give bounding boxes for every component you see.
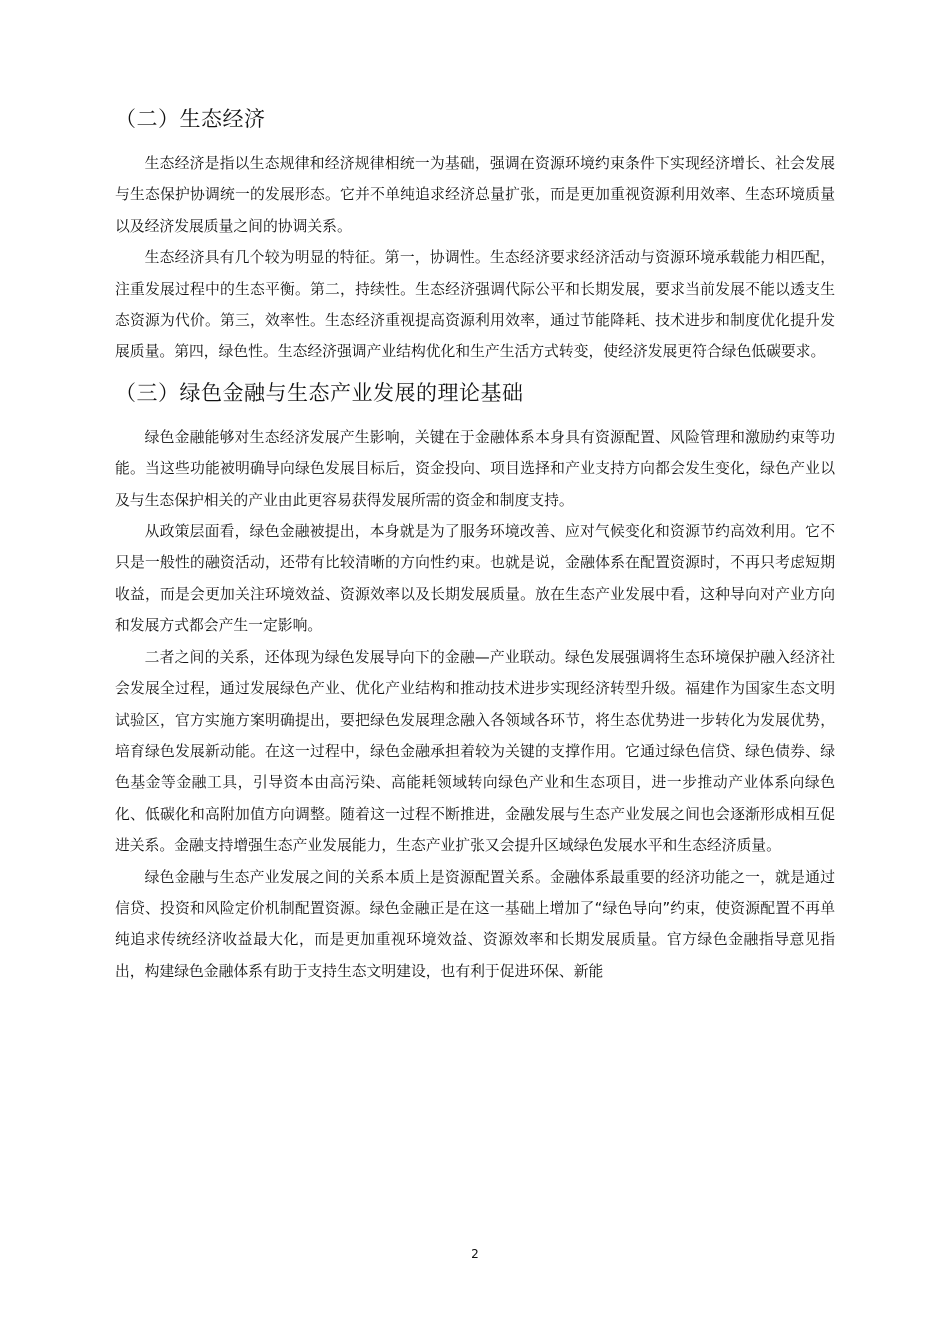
- paragraph: 绿色金融与生态产业发展之间的关系本质上是资源配置关系。金融体系最重要的经济功能之一，就是通过信贷、投资和风险定价机制配置资源。绿色金融正是在这一基础上增加了“绿色导向”约束，使资源配置不再单纯追求传统经济收益最大化，而是更加重视环境效益、资源效率和长期发展质量。官方绿色金融指导意见指出，构建绿色金融体系有助于支持生态文明建设，也有利于促进环保、新能: [115, 868, 835, 980]
- page-number: 2: [471, 1247, 479, 1261]
- paragraph: 生态经济是指以生态规律和经济规律相统一为基础，强调在资源环境约束条件下实现经济增长、社会发展与生态保护协调统一的发展形态。它并不单纯追求经济总量扩张，而是更加重视资源利用效率、生态环境质量以及经济发展质量之间的协调关系。: [115, 155, 835, 235]
- paragraph: 从政策层面看，绿色金融被提出，本身就是为了服务环境改善、应对气候变化和资源节约高效利用。它不只是一般性的融资活动，还带有比较清晰的方向性约束。也就是说，金融体系在配置资源时，不再只考虑短期收益，而是会更加关注环境效益、资源效率以及长期发展质量。放在生态产业发展中看，这种导向对产业方向和发展方式都会产生一定影响。: [115, 523, 835, 635]
- page-body: [115, 104, 835, 987]
- section-heading-green-finance-theory: （三）绿色金融与生态产业发展的理论基础: [115, 380, 524, 405]
- section-heading-eco-economy: （二）生态经济: [115, 107, 266, 131]
- paragraph: 生态经济具有几个较为明显的特征。第一，协调性。生态经济要求经济活动与资源环境承载能力相匹配，注重发展过程中的生态平衡。第二，持续性。生态经济强调代际公平和长期发展，要求当前发展不能以透支生态资源为代价。第三，效率性。生态经济重视提高资源利用效率，通过节能降耗、技术进步和制度优化提升发展质量。第四，绿色性。生态经济强调产业结构优化和生产生活方式转变，使经济发展更符合绿色低碳要求。: [115, 249, 835, 361]
- paragraph: 绿色金融能够对生态经济发展产生影响，关键在于金融体系本身具有资源配置、风险管理和激励约束等功能。当这些功能被明确导向绿色发展目标后，资金投向、项目选择和产业支持方向都会发生变化，绿色产业以及与生态保护相关的产业由此更容易获得发展所需的资金和制度支持。: [115, 428, 835, 509]
- paragraph: 二者之间的关系，还体现为绿色发展导向下的金融—产业联动。绿色发展强调将生态环境保护融入经济社会发展全过程，通过发展绿色产业、优化产业结构和推动技术进步实现经济转型升级。福建作为国家生态文明试验区，官方实施方案明确提出，要把绿色发展理念融入各领域各环节，将生态优势进一步转化为发展优势，培育绿色发展新动能。在这一过程中，绿色金融承担着较为关键的支撑作用。它通过绿色信贷、绿色债券、绿色基金等金融工具，引导资本由高污染、高能耗领域转向绿色产业和生态项目，进一步推动产业体系向绿色化、低碳化和高附加值方向调整。随着这一过程不断推进，金融发展与生态产业发展之间也会逐渐形成相互促进关系。金融支持增强生态产业发展能力，生态产业扩张又会提升区域绿色发展水平和生态经济质量。: [115, 648, 835, 855]
